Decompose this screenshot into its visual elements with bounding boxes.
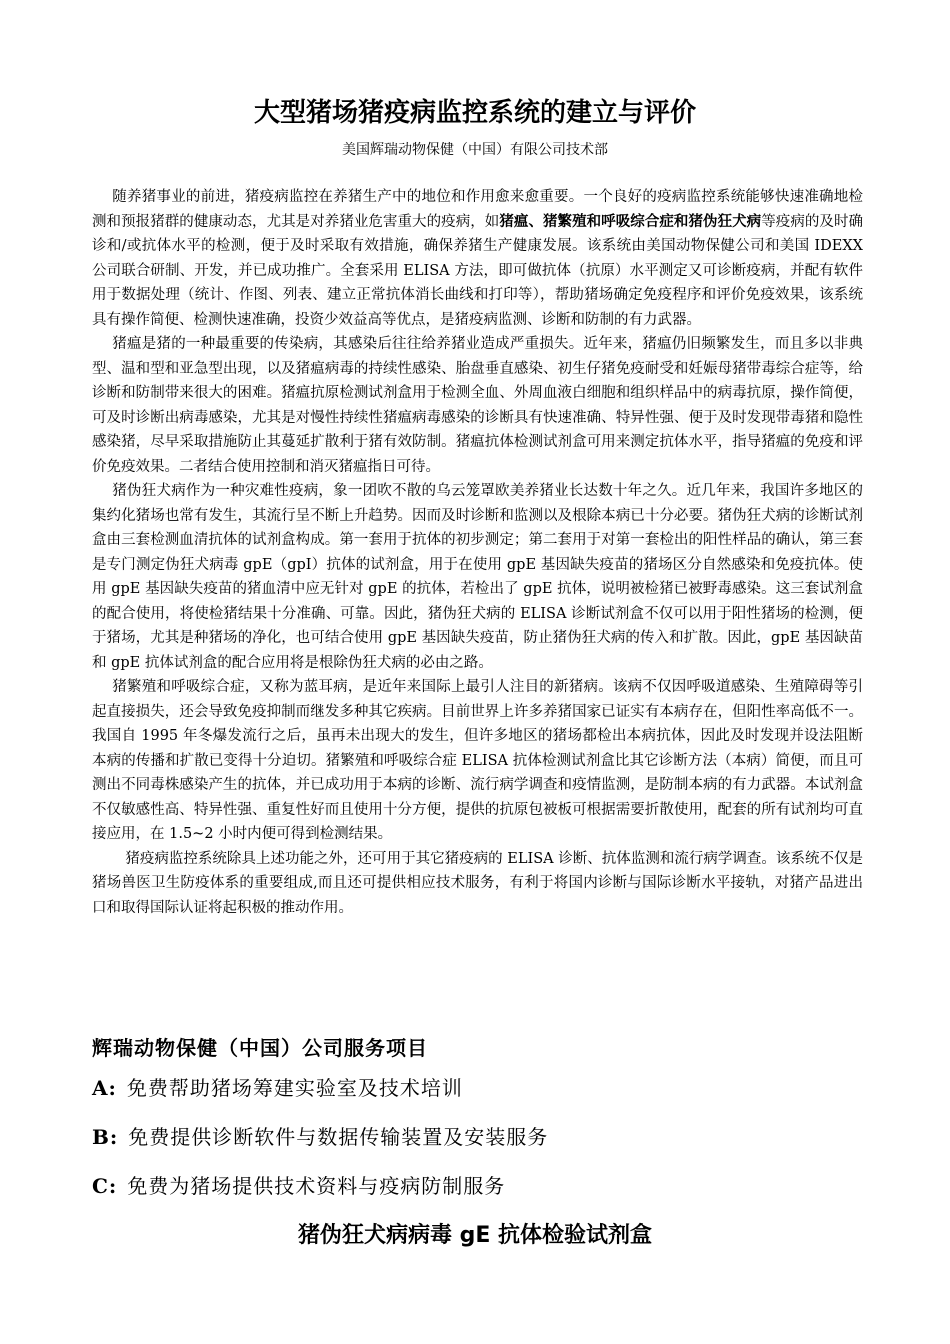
paragraph-prrs: 猪繁殖和呼吸综合症，又称为蓝耳病，是近年来国际上最引人注目的新猪病。该病不仅因呼吸道感染、生殖障碍等引起直接损失，还会导致免疫抑制而继发多种其它疾病。目前世界上许多养猪国家已证实有本病存在，但阳性率高低不一。我国自 1995 年冬爆发流行之后，虽再未出现大的发生，但许多地区的猪场都检出本病抗体，因此及时发现并设法阻断本病的传播和扩散已变得十分迫切。猪繁殖和呼吸综合症 ELISA 抗体检测试剂盒比其它诊断方法（本病）简便，而且可测出不同毒株感染产生的抗体，并已成功用于本病的诊断、流行病学调查和疫情监测，是防制本病的有力武器。本试剂盒不仅敏感性高、特异性强、重复性好而且使用十分方便，提供的抗原包被板可根据需要折散使用，配套的所有试剂均可直接应用，在 1.5~2 小时内便可得到检测结果。	[92, 679, 863, 842]
services-heading: 辉瑞动物保健（中国）公司服务项目	[92, 1036, 428, 1060]
paragraph-intro-text-after: 等疫病的及时确诊和/或抗体水平的检测，便于及时采取有效措施，确保养猪生产健康发展。该系统由美国动物保健公司和美国 IDEXX 公司联合研制、开发，并已成功推广。全套采用 ELISA 方法，即可做抗体（抗原）水平测定又可诊断疫病，并配有软件用于数据处理（统计、作图、列表、建立正常抗体消长曲线和打印等），帮助猪场确定免疫程序和评价免疫效果，该系统具有操作简便、检测快速准确，投资少效益高等优点，是猪疫病监测、诊断和防制的有力武器。	[92, 213, 864, 328]
service-item-text: 免费为猪场提供技术资料与疫病防制服务	[127, 1174, 506, 1198]
document-title: 大型猪场猪疫病监控系统的建立与评价	[253, 98, 696, 128]
service-item-a	[92, 1072, 463, 1101]
document-subtitle: 美国辉瑞动物保健（中国）有限公司技术部	[342, 142, 608, 158]
service-item-key: C:	[92, 1174, 118, 1198]
product-title: 猪伪狂犬病病毒 gE 抗体检验试剂盒	[297, 1223, 653, 1248]
paragraph-intro	[92, 185, 863, 332]
paragraph-intro-bold-diseases: 猪瘟、猪繁殖和呼吸综合症和猪伪狂犬病	[499, 212, 762, 230]
service-item-key: A:	[92, 1076, 117, 1100]
paragraph-swine-fever: 猪瘟是猪的一种最重要的传染病，其感染后往往给养猪业造成严重损失。近年来，猪瘟仍旧频繁发生，而且多以非典型、温和型和亚急型出现，以及猪瘟病毒的持续性感染、胎盘垂直感染、初生仔猪免疫耐受和妊娠母猪带毒综合症等，给诊断和防制带来很大的困难。猪瘟抗原检测试剂盒用于检测全血、外周血液白细胞和组织样品中的病毒抗原，操作简便，可及时诊断出病毒感染，尤其是对慢性持续性猪瘟病毒感染的诊断具有快速准确、特异性强、便于及时发现带毒猪和隐性感染猪，尽早采取措施防止其蔓延扩散利于猪有效防制。猪瘟抗体检测试剂盒可用来测定抗体水平，指导猪瘟的免疫和评价免疫效果。二者结合使用控制和消灭猪瘟指日可待。	[92, 336, 863, 475]
service-item-text: 免费提供诊断软件与数据传输装置及安装服务	[128, 1125, 549, 1149]
paragraph-system-summary: 猪疫病监控系统除具上述功能之外，还可用于其它猪疫病的 ELISA 诊断、抗体监测和流行病学调查。该系统不仅是猪场兽医卫生防疫体系的重要组成,而且还可提供相应技术服务，有利于将国内诊断与国际诊断水平接轨，对猪产品进出口和取得国际认证将起积极的推动作用。	[92, 850, 863, 916]
paragraph-intro-text-before: 随养猪事业的前进，猪疫病监控在养猪生产中的地位和作用愈来愈重要。一个良好的疫病监控系统能够快速准确地检测和预报猪群的健康动态，尤其是对养猪业危害重大的疫病，如	[92, 189, 863, 230]
paragraph-pseudorabies: 猪伪狂犬病作为一种灾难性疫病，象一团吹不散的乌云笼罩欧美养猪业长达数十年之久。近几年来，我国许多地区的集约化猪场也常有发生，其流行呈不断上升趋势。因而及时诊断和监测以及根除本病已十分必要。猪伪狂犬病的诊断试剂盒由三套检测血清抗体的试剂盒构成。第一套用于抗体的初步测定；第二套用于对第一套检出的阳性样品的确认，第三套是专门测定伪狂犬病毒 gpE（gpI）抗体的试剂盒，用于在使用 gpE 基因缺失疫苗的猪场区分自然感染和免疫抗体。使用 gpE 基因缺失疫苗的猪血清中应无针对 gpE 的抗体，若检出了 gpE 抗体，说明被检猪已被野毒感染。这三套试剂盒的配合使用，将使检猪结果十分准确、可靠。因此，猪伪狂犬病的 ELISA 诊断试剂盒不仅可以用于阳性猪场的检测，便于猪场，尤其是种猪场的净化，也可结合使用 gpE 基因缺失疫苗，防止猪伪狂犬病的传入和扩散。因此，gpE 基因缺苗和 gpE 抗体试剂盒的配合应用将是根除伪狂犬病的必由之路。	[92, 483, 863, 671]
service-item-c	[92, 1170, 505, 1199]
service-item-text: 免费帮助猪场筹建实验室及技术培训	[126, 1076, 463, 1100]
document-body	[92, 185, 863, 920]
service-item-b	[92, 1121, 548, 1150]
service-item-key: B:	[92, 1125, 119, 1149]
